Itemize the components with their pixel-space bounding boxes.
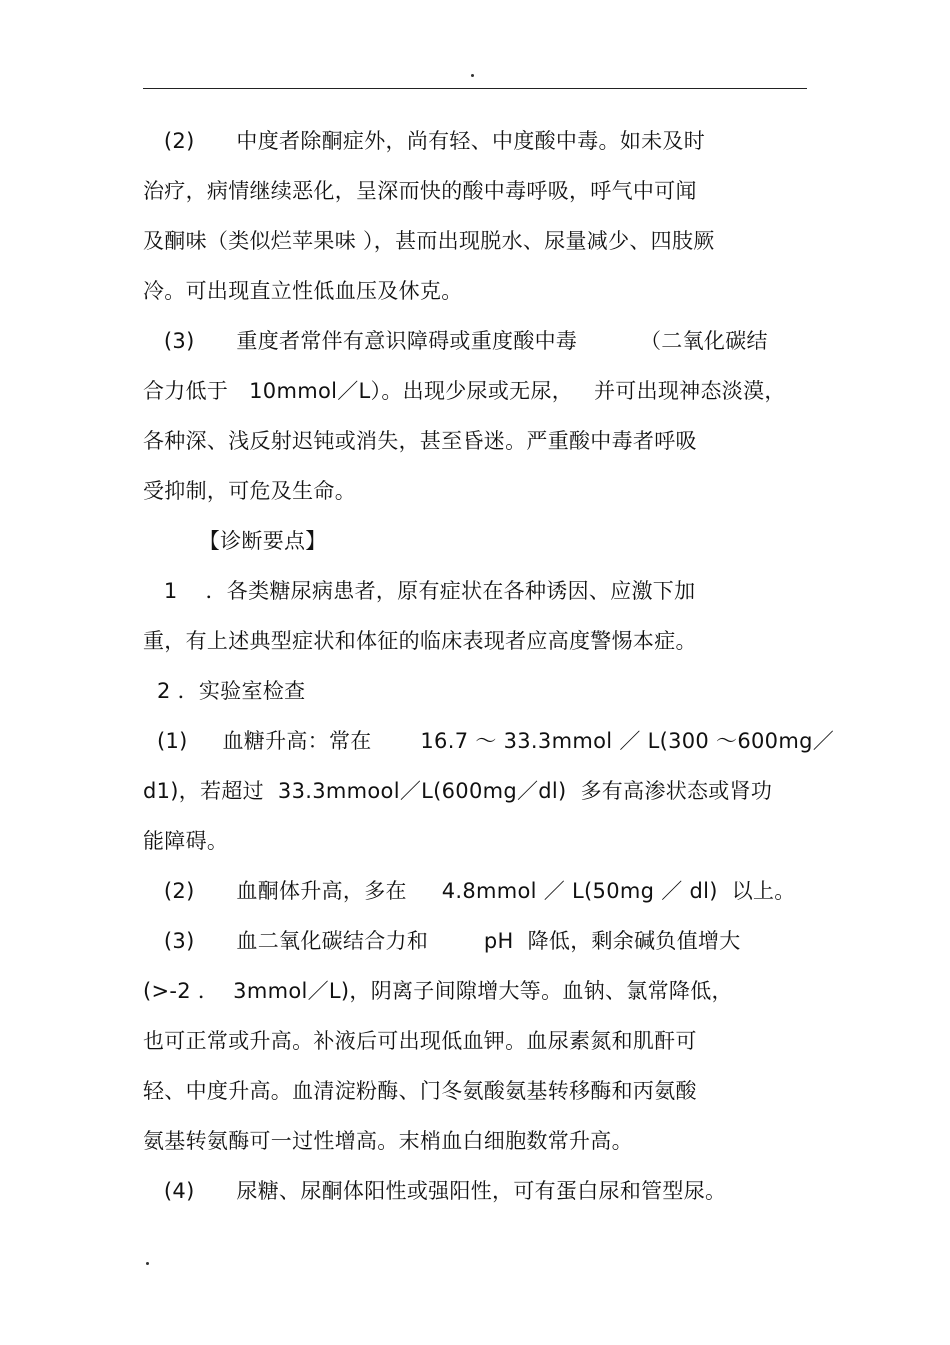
text-line: 受抑制，可危及生命。 — [143, 479, 356, 503]
text-line: 冷。可出现直立性低血压及休克。 — [143, 279, 463, 303]
text-line: (1) 血糖升高：常在 16.7 ～ 33.3mmol ／ L(300 ～600mg／ — [143, 729, 835, 753]
text-line: 治疗，病情继续恶化，呈深而快的酸中毒呼吸，呼气中可闻 — [143, 179, 697, 203]
text-line: 合力低于 10mmol／L）。出现少尿或无尿， 并可出现神态淡漠， — [143, 379, 786, 403]
text-line: d1)，若超过 33.3mmool／L(600mg／dl) 多有高渗状态或肾功 — [143, 779, 773, 803]
text-line: 1 ．各类糖尿病患者，原有症状在各种诱因、应激下加 — [143, 579, 696, 603]
section-heading: 【诊断要点】 — [143, 529, 327, 553]
text-line: 重，有上述典型症状和体征的临床表现者应高度警惕本症。 — [143, 629, 697, 653]
footer-dot — [146, 1262, 149, 1265]
header-dot — [471, 74, 474, 77]
text-line: 及酮味（类似烂苹果味 ），甚而出现脱水、尿量减少、四肢厥 — [143, 229, 715, 253]
text-line: (3) 血二氧化碳结合力和 pH 降低，剩余碱负值增大 — [143, 929, 741, 953]
text-line: 能障碍。 — [143, 829, 229, 853]
text-line: (2) 血酮体升高，多在 4.8mmol ／ L(50mg ／ dl) 以上。 — [143, 879, 796, 903]
text-line: 2 ．实验室检查 — [143, 679, 306, 703]
text-line: 也可正常或升高。补液后可出现低血钾。血尿素氮和肌酐可 — [143, 1029, 697, 1053]
text-line: (>-2 ． 3mmol／L)，阴离子间隙增大等。血钠、氯常降低， — [143, 979, 733, 1003]
text-line: 各种深、浅反射迟钝或消失，甚至昏迷。严重酸中毒者呼吸 — [143, 429, 697, 453]
text-line: (2) 中度者除酮症外，尚有轻、中度酸中毒。如未及时 — [143, 129, 706, 153]
text-line: (4) 尿糖、尿酮体阳性或强阳性，可有蛋白尿和管型尿。 — [143, 1179, 727, 1203]
text-line: 轻、中度升高。血清淀粉酶、门冬氨酸氨基转移酶和丙氨酸 — [143, 1079, 697, 1103]
header-rule — [143, 88, 807, 89]
text-line: 氨基转氨酶可一过性增高。末梢血白细胞数常升高。 — [143, 1129, 633, 1153]
text-line: (3) 重度者常伴有意识障碍或重度酸中毒 （二氧化碳结 — [143, 329, 768, 353]
